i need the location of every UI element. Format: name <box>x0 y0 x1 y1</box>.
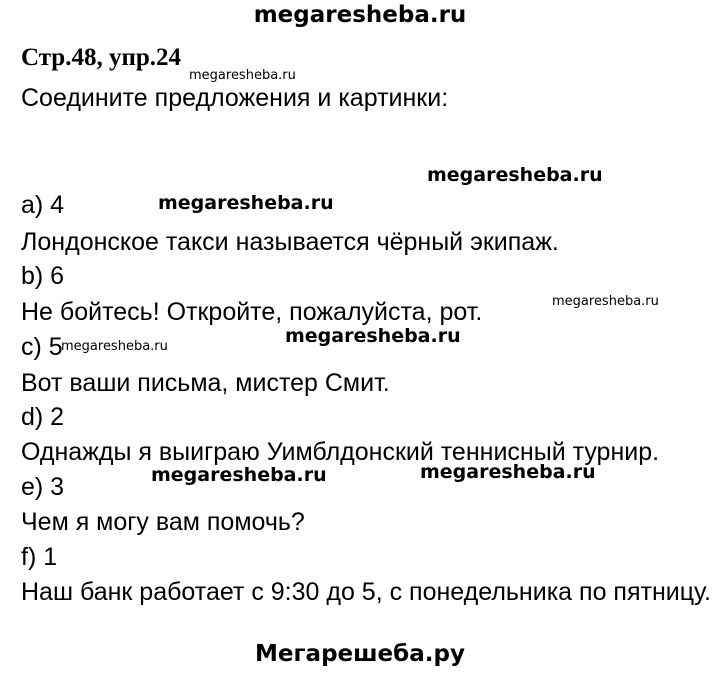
sentence-d: Однажды я выиграю Уимблдонский теннисный турнир. <box>21 438 660 466</box>
answer-label-c: c) 5 <box>21 333 63 361</box>
site-header: megaresheba.ru <box>253 2 467 28</box>
watermark: megaresheba.ru <box>552 294 659 309</box>
sentence-c: Вот ваши письма, мистер Смит. <box>21 369 390 397</box>
watermark: megaresheba.ru <box>189 68 296 83</box>
page-title: Стр.48, упр.24 <box>21 44 182 71</box>
watermark: megaresheba.ru <box>285 325 461 347</box>
answer-label-f: f) 1 <box>21 543 58 571</box>
sentence-e: Чем я могу вам помочь? <box>21 508 305 536</box>
watermark: megaresheba.ru <box>151 464 327 486</box>
sentence-b: Не бойтесь! Откройте, пожалуйста, рот. <box>21 298 483 326</box>
watermark: megaresheba.ru <box>427 164 603 186</box>
answer-label-e: e) 3 <box>21 473 65 501</box>
sentence-a: Лондонское такси называется чёрный экипаж. <box>21 228 559 256</box>
sentence-f: Наш банк работает с 9:30 до 5, с понедельника по пятницу. <box>21 578 711 606</box>
watermark: megaresheba.ru <box>420 461 596 483</box>
watermark: megaresheba.ru <box>61 339 168 354</box>
instruction-text: Соедините предложения и картинки: <box>21 84 449 112</box>
answer-label-b: b) 6 <box>21 262 65 290</box>
answer-label-a: a) 4 <box>21 191 65 219</box>
site-footer: Мегарешеба.ру <box>255 641 465 667</box>
answer-label-d: d) 2 <box>21 403 65 431</box>
watermark: megaresheba.ru <box>158 192 334 214</box>
